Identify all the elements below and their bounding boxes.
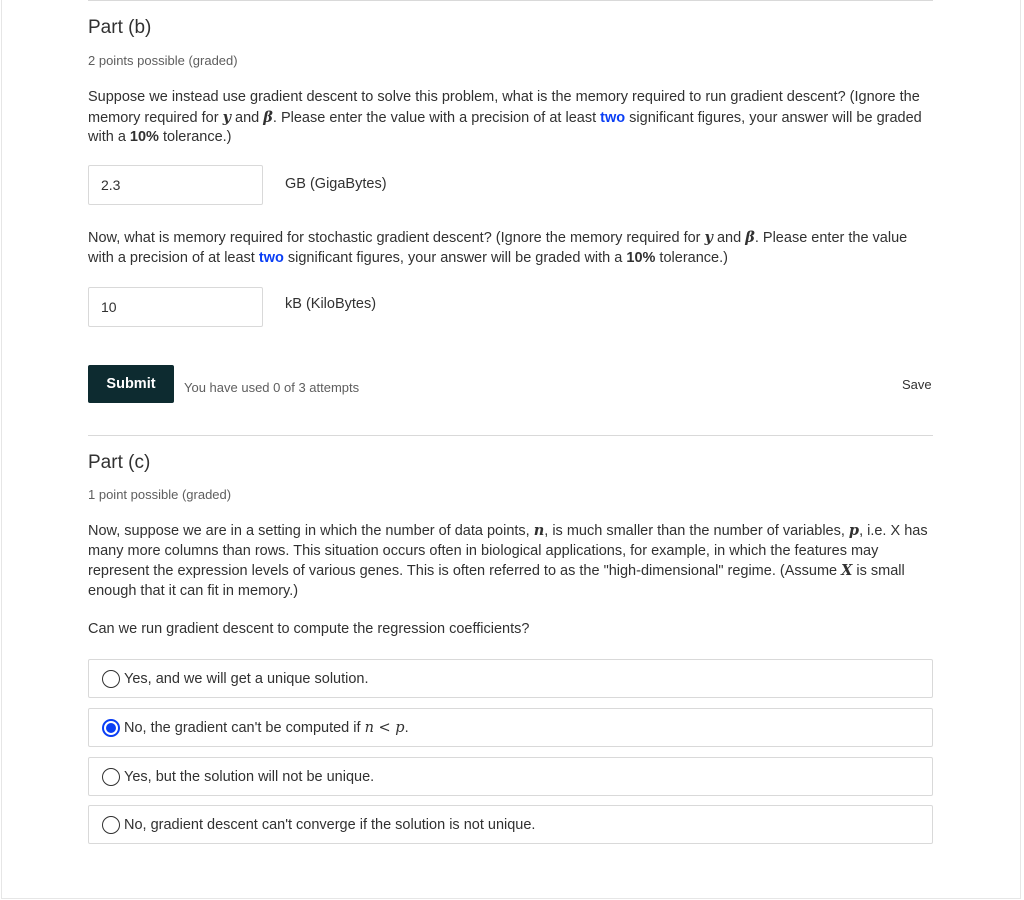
math-y: y: [222, 108, 232, 126]
part-c-points: 1 point possible (graded): [88, 487, 232, 502]
radio-icon[interactable]: [102, 816, 120, 834]
submit-button[interactable]: Submit: [88, 365, 174, 403]
part-c-title: Part (c): [88, 452, 151, 473]
q2-text-3: . Please enter the value with a precision of at least: [88, 230, 908, 266]
math-p: p: [848, 522, 860, 539]
gd-memory-unit: GB (GigaBytes): [285, 176, 387, 192]
q2-emphasis-two: two: [258, 249, 284, 266]
top-divider: [88, 0, 933, 1]
q1-text-5: tolerance.): [158, 129, 232, 145]
q2-text-2: and: [712, 230, 746, 246]
part-b-title: Part (b): [88, 17, 152, 38]
math-X: X: [841, 562, 853, 579]
q2-text-1: Now, what is memory required for stochastic gradient descent? (Ignore the memory required for: [88, 230, 705, 246]
option-label-text: No, the gradient can't be computed if: [124, 719, 365, 736]
math-beta: β: [263, 108, 273, 126]
part-b-points: 2 points possible (graded): [88, 53, 238, 68]
q1-text-2: and: [231, 109, 264, 126]
section-divider: [88, 435, 933, 436]
sgd-memory-unit: kB (KiloBytes): [285, 296, 377, 312]
radio-icon[interactable]: [102, 768, 120, 786]
q1-text-1: Suppose we instead use gradient descent to solve this problem, what is the memory required to run gradient descent? (Ignore the memory required for: [88, 89, 920, 126]
radio-selected-icon[interactable]: [102, 719, 120, 737]
part-c-context: [88, 521, 933, 601]
q1-emphasis-two: two: [600, 109, 626, 126]
q1-tolerance: 10%: [129, 129, 159, 145]
radio-icon[interactable]: [102, 670, 120, 688]
part-b-question-1: [88, 88, 933, 148]
option-label: [124, 720, 409, 736]
c-text-1: Now, suppose we are in a setting in which the number of data points,: [88, 523, 534, 539]
q2-text-5: tolerance.): [655, 249, 728, 266]
option-label: No, gradient descent can't converge if the solution is not unique.: [124, 816, 536, 833]
sgd-memory-input[interactable]: [88, 287, 263, 327]
gd-memory-input[interactable]: [88, 165, 263, 205]
part-c-question: Can we run gradient descent to compute the regression coefficients?: [88, 621, 530, 637]
c-text-4: is small enough that it can fit in memory.): [88, 563, 905, 599]
attempts-counter: You have used 0 of 3 attempts: [184, 380, 360, 395]
math-n: n: [533, 522, 545, 539]
q2-tolerance: 10%: [626, 249, 656, 266]
option-label: Yes, and we will get a unique solution.: [124, 670, 369, 687]
math-y: y: [704, 229, 713, 246]
option-no-converge[interactable]: [88, 805, 933, 844]
c-text-3: , i.e. X has many more columns than rows. This situation occurs often in biological applications, for example, in which the features may represent the expression levels of various genes. This is often referred to as the "high-dimensional" regime. (Assume: [88, 523, 928, 579]
c-text-2: , is much smaller than the number of variables,: [544, 523, 849, 539]
option-no-gradient[interactable]: [88, 708, 933, 747]
part-b-question-2: [88, 228, 933, 268]
q2-text-4: significant figures, your answer will be graded with a: [283, 249, 627, 266]
q1-text-4: significant figures, your answer will be graded with a: [88, 109, 922, 145]
math-beta: β: [745, 229, 755, 246]
save-button[interactable]: Save: [902, 377, 932, 392]
q1-text-3: . Please enter the value with a precision of at least: [272, 109, 601, 126]
option-yes-unique[interactable]: [88, 659, 933, 698]
option-yes-not-unique[interactable]: [88, 757, 933, 796]
math-n-less-p: n < p: [364, 719, 405, 736]
option-label-period: .: [404, 719, 409, 736]
option-label: Yes, but the solution will not be unique.: [124, 768, 375, 785]
